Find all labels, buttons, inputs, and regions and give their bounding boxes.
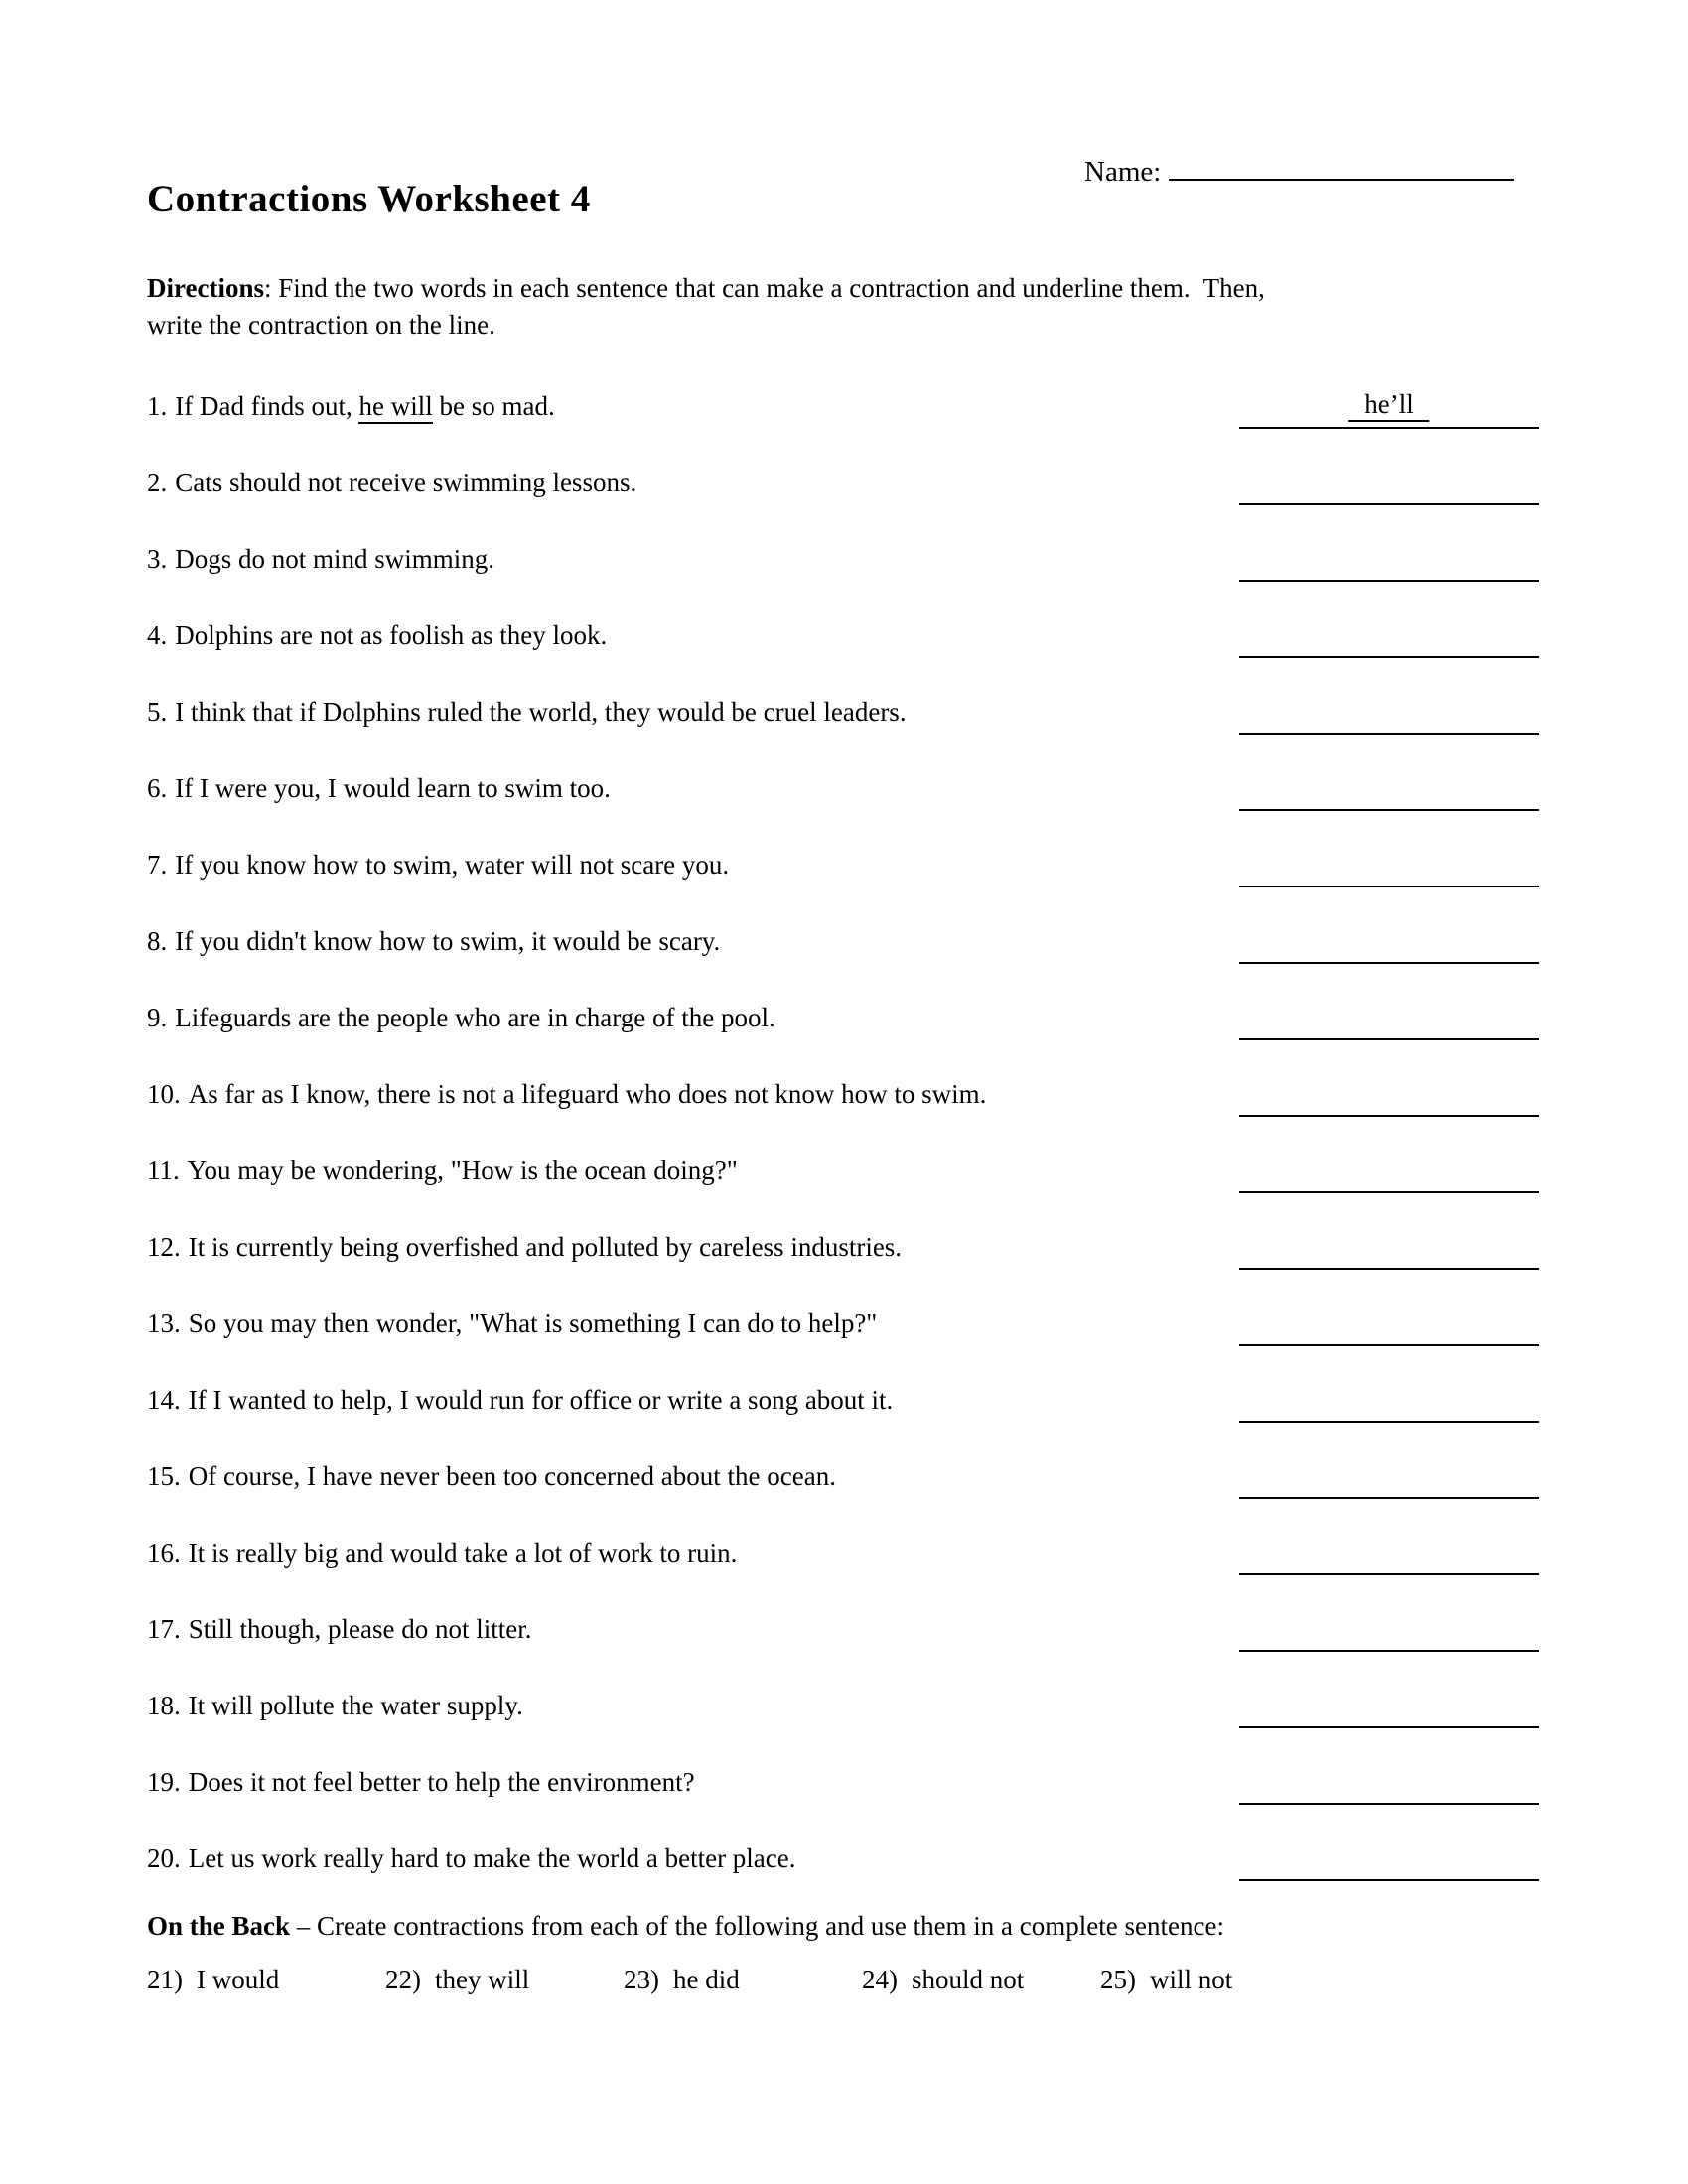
on-the-back xyxy=(147,1908,1567,1944)
question-number: 4. xyxy=(147,620,168,650)
question-text: 16. It is really big and would take a lot of work to ruin. xyxy=(147,1538,738,1568)
answer-blank-line[interactable] xyxy=(1239,1078,1539,1117)
question-row xyxy=(147,619,1541,696)
name-label: Name: xyxy=(1084,156,1162,188)
answer-blank-line[interactable] xyxy=(1239,1766,1539,1805)
underlined-words: he will xyxy=(358,391,432,424)
question-number: 14. xyxy=(147,1385,181,1415)
answer-blank-line[interactable] xyxy=(1239,390,1539,429)
question-row xyxy=(147,1690,1541,1766)
back-item-number: 25) xyxy=(1100,1965,1136,1994)
question-row xyxy=(147,1078,1541,1155)
back-item xyxy=(624,1964,862,1996)
question-row xyxy=(147,467,1541,543)
question-number: 1. xyxy=(147,391,168,421)
question-text: 2. Cats should not receive swimming lessons. xyxy=(147,468,637,497)
answer-blank-line[interactable] xyxy=(1239,1307,1539,1346)
question-row xyxy=(147,696,1541,772)
name-row xyxy=(1084,149,1514,189)
question-text: 7. If you know how to swim, water will not scare you. xyxy=(147,850,730,880)
question-text: 5. I think that if Dolphins ruled the world, they would be cruel leaders. xyxy=(147,697,907,727)
question-text: 19. Does it not feel better to help the environment? xyxy=(147,1767,695,1797)
answer-blank-line[interactable] xyxy=(1239,1843,1539,1881)
question-number: 16. xyxy=(147,1538,181,1568)
back-item-number: 23) xyxy=(624,1965,659,1994)
question-text: 20. Let us work really hard to make the world a better place. xyxy=(147,1843,796,1873)
question-number: 18. xyxy=(147,1691,181,1720)
on-the-back-label: On the Back xyxy=(147,1911,291,1941)
written-answer: he’ll xyxy=(1348,389,1429,422)
question-number: 9. xyxy=(147,1003,168,1032)
directions-label: Directions xyxy=(147,273,264,303)
answer-blank-line[interactable] xyxy=(1239,1613,1539,1652)
back-item-text: should not xyxy=(912,1965,1025,1994)
question-number: 8. xyxy=(147,926,168,956)
question-number: 17. xyxy=(147,1614,181,1644)
question-row xyxy=(147,1002,1541,1078)
question-row xyxy=(147,1537,1541,1613)
answer-blank-line[interactable] xyxy=(1239,925,1539,964)
question-text: 1. If Dad finds out, he will be so mad. xyxy=(147,390,555,423)
question-number: 5. xyxy=(147,697,168,727)
back-item-text: I would xyxy=(197,1965,280,1994)
question-text: 15. Of course, I have never been too concerned about the ocean. xyxy=(147,1461,836,1491)
question-row xyxy=(147,1231,1541,1307)
question-number: 7. xyxy=(147,850,168,880)
question-number: 2. xyxy=(147,468,168,497)
answer-blank-line[interactable] xyxy=(1239,1537,1539,1575)
question-row xyxy=(147,849,1541,925)
directions-line1: : Find the two words in each sentence that can make a contraction and underline them. Then, xyxy=(263,273,1265,303)
answer-blank-line[interactable] xyxy=(1239,619,1539,658)
answer-blank-line[interactable] xyxy=(1239,467,1539,505)
on-the-back-text: – Create contractions from each of the following and use them in a complete sentence: xyxy=(290,1911,1224,1941)
question-text: 17. Still though, please do not litter. xyxy=(147,1614,532,1644)
question-number: 6. xyxy=(147,773,168,803)
back-item-number: 22) xyxy=(385,1965,421,1994)
question-number: 20. xyxy=(147,1843,181,1873)
answer-blank-line[interactable] xyxy=(1239,772,1539,811)
question-row xyxy=(147,390,1541,467)
question-text: 9. Lifeguards are the people who are in charge of the pool. xyxy=(147,1003,775,1032)
back-item-text: will not xyxy=(1150,1965,1233,1994)
question-text: 12. It is currently being overfished and polluted by careless industries. xyxy=(147,1232,903,1262)
answer-blank-line[interactable] xyxy=(1239,1460,1539,1499)
answer-blank-line[interactable] xyxy=(1239,543,1539,582)
question-number: 19. xyxy=(147,1767,181,1797)
question-text: 14. If I wanted to help, I would run for office or write a song about it. xyxy=(147,1385,894,1415)
question-row xyxy=(147,925,1541,1002)
back-item-text: they will xyxy=(435,1965,530,1994)
name-blank-line[interactable] xyxy=(1169,149,1514,181)
question-row xyxy=(147,1460,1541,1537)
question-text: 10. As far as I know, there is not a lifeguard who does not know how to swim. xyxy=(147,1079,987,1109)
page-title: Contractions Worksheet 4 xyxy=(147,178,591,220)
back-item-text: he did xyxy=(673,1965,740,1994)
questions-list xyxy=(147,390,1541,1919)
question-number: 12. xyxy=(147,1232,181,1262)
answer-blank-line[interactable] xyxy=(1239,849,1539,887)
question-number: 13. xyxy=(147,1308,181,1338)
back-item-number: 21) xyxy=(147,1965,183,1994)
question-text: 4. Dolphins are not as foolish as they look. xyxy=(147,620,608,650)
question-row xyxy=(147,772,1541,849)
directions xyxy=(147,270,1557,343)
question-number: 10. xyxy=(147,1079,181,1109)
answer-blank-line[interactable] xyxy=(1239,1002,1539,1040)
back-items-row xyxy=(147,1964,1232,1996)
answer-blank-line[interactable] xyxy=(1239,1384,1539,1423)
answer-blank-line[interactable] xyxy=(1239,1231,1539,1270)
question-row xyxy=(147,1384,1541,1460)
question-row xyxy=(147,1766,1541,1843)
question-text: 6. If I were you, I would learn to swim too. xyxy=(147,773,611,803)
back-item xyxy=(385,1964,624,1996)
question-number: 11. xyxy=(147,1156,180,1185)
question-text: 3. Dogs do not mind swimming. xyxy=(147,544,495,574)
question-text: 8. If you didn't know how to swim, it would be scary. xyxy=(147,926,721,956)
answer-blank-line[interactable] xyxy=(1239,1155,1539,1193)
back-item xyxy=(147,1964,385,1996)
question-row xyxy=(147,1307,1541,1384)
question-row xyxy=(147,1155,1541,1231)
question-text: 13. So you may then wonder, "What is something I can do to help?" xyxy=(147,1308,878,1338)
question-number: 15. xyxy=(147,1461,181,1491)
question-text: 11. You may be wondering, "How is the ocean doing?" xyxy=(147,1156,738,1185)
directions-line2: write the contraction on the line. xyxy=(147,310,495,340)
answer-blank-line[interactable] xyxy=(1239,696,1539,735)
back-item xyxy=(862,1964,1100,1996)
back-item xyxy=(1100,1964,1232,1996)
question-text: 18. It will pollute the water supply. xyxy=(147,1691,523,1720)
question-row xyxy=(147,543,1541,619)
back-item-number: 24) xyxy=(862,1965,898,1994)
question-number: 3. xyxy=(147,544,168,574)
question-row xyxy=(147,1613,1541,1690)
answer-blank-line[interactable] xyxy=(1239,1690,1539,1728)
